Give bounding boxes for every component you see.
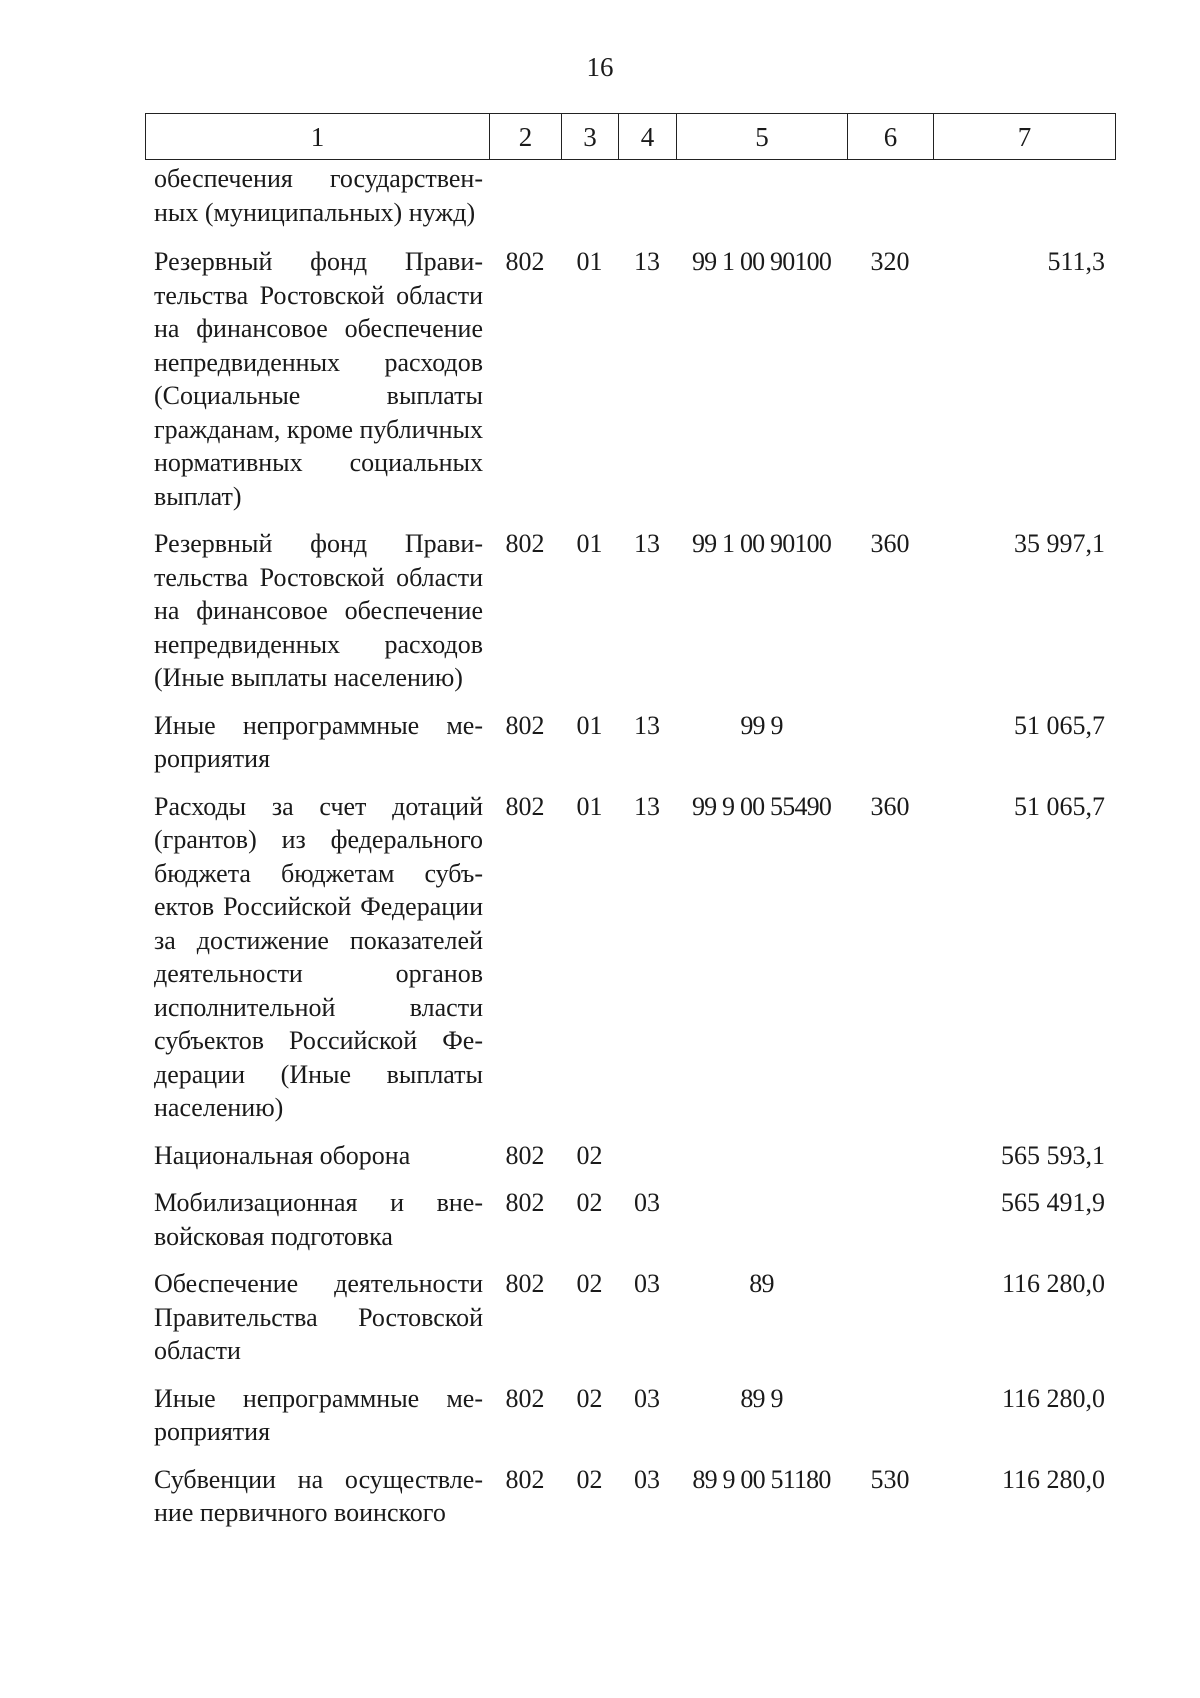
row-col-7: 511,3: [1047, 247, 1105, 276]
header-col-7: 7: [934, 114, 1116, 160]
row-col-5: 89 9 00 51180: [692, 1464, 831, 1494]
row-col-5: 99 1 00 90100: [691, 247, 832, 276]
row-col-2: 802: [505, 710, 545, 740]
header-col-4: 4: [619, 114, 677, 160]
row-col-5: 99 1 00 90100: [691, 529, 832, 558]
row-col-6: 530: [870, 1464, 910, 1494]
row-col-4: 03: [634, 1269, 660, 1298]
row-name: Резервный фонд Правительства Ростовской области на финансовое обеспечение непредвиденных расходов (Иные выплаты населению): [154, 529, 483, 692]
row-col-5: 99 9 00 55490: [691, 791, 832, 821]
table-header: [145, 113, 1116, 160]
table-row: [145, 245, 1115, 513]
row-name: Расходы за счет дотаций (грантов) из федерального бюджета бюджетам субъектов Российской Федерации за достижение показателей деятельности органов исполнительной власти субъектов Российской Федерации (Иные выплаты населению): [154, 791, 483, 1122]
page-number: 16: [586, 52, 614, 82]
row-name: Иные непрограммные мероприятия: [154, 710, 483, 773]
row-col-2: 802: [505, 1464, 545, 1494]
row-col-5: 89 9: [740, 1383, 783, 1413]
row-col-7: 116 280,0: [1001, 1464, 1105, 1494]
row-col-3: 02: [576, 1383, 603, 1413]
header-col-1: 1: [146, 114, 490, 160]
row-name: Субвенции на осуществление первичного воинского: [154, 1464, 483, 1527]
row-col-5: 99 9: [740, 710, 783, 740]
row-name: Национальная оборона: [154, 1140, 411, 1170]
row-col-6: 320: [870, 247, 910, 276]
row-name: Мобилизационная и вневойсковая подготовка: [154, 1188, 483, 1251]
table-row: [145, 790, 1115, 1125]
row-col-6: 360: [870, 529, 910, 558]
row-col-4: 13: [634, 529, 660, 558]
table-row: [145, 1382, 1115, 1449]
row-col-2: 802: [505, 1188, 545, 1217]
row-col-3: 01: [576, 529, 603, 558]
header-col-6: 6: [848, 114, 934, 160]
table-row: [145, 709, 1115, 776]
table-row: [145, 1267, 1115, 1368]
row-col-3: 02: [576, 1269, 603, 1298]
row-col-6: 360: [870, 791, 910, 821]
row-col-3: 01: [576, 791, 603, 821]
row-col-4: 13: [634, 247, 660, 276]
table-body: [145, 162, 1115, 1544]
header-col-2: 2: [490, 114, 562, 160]
table-row: [145, 162, 1115, 229]
table-row: [145, 1139, 1115, 1173]
row-name: обеспечения государственных (муниципальных) нужд): [154, 164, 483, 227]
table-row: [145, 1186, 1115, 1253]
row-col-4: 13: [634, 791, 660, 821]
row-col-2: 802: [505, 791, 545, 821]
row-col-3: 02: [576, 1464, 603, 1494]
row-name: Иные непрограммные мероприятия: [154, 1383, 483, 1446]
row-col-7: 51 065,7: [1014, 710, 1105, 740]
row-col-4: 03: [634, 1464, 660, 1494]
row-name: Резервный фонд Правительства Ростовской области на финансовое обеспечение непредвиденных расходов (Социальные выплаты гражданам, кроме публичных нормативных социальных выплат): [154, 247, 483, 511]
row-col-7: 51 065,7: [1014, 791, 1105, 821]
row-col-4: 13: [634, 710, 660, 740]
row-col-3: 02: [576, 1140, 603, 1170]
row-col-5: 89: [749, 1269, 774, 1298]
row-col-2: 802: [505, 247, 545, 276]
row-col-3: 01: [576, 710, 603, 740]
table-row: [145, 1463, 1115, 1530]
row-col-7: 565 593,1: [1001, 1140, 1105, 1170]
row-col-2: 802: [505, 1140, 545, 1170]
row-name: Обеспечение деятельности Правительства Ростовской области: [154, 1269, 483, 1365]
row-col-4: 03: [634, 1188, 660, 1217]
table-row: [145, 527, 1115, 695]
row-col-3: 02: [576, 1188, 603, 1217]
row-col-7: 116 280,0: [1001, 1269, 1105, 1298]
row-col-7: 565 491,9: [1001, 1188, 1105, 1217]
row-col-4: 03: [634, 1383, 660, 1413]
row-col-3: 01: [576, 247, 603, 276]
header-col-3: 3: [562, 114, 619, 160]
row-col-7: 116 280,0: [1001, 1383, 1105, 1413]
row-col-7: 35 997,1: [1014, 529, 1105, 558]
row-col-2: 802: [505, 1269, 545, 1298]
header-col-5: 5: [677, 114, 848, 160]
row-col-2: 802: [505, 1383, 545, 1413]
row-col-2: 802: [505, 529, 545, 558]
